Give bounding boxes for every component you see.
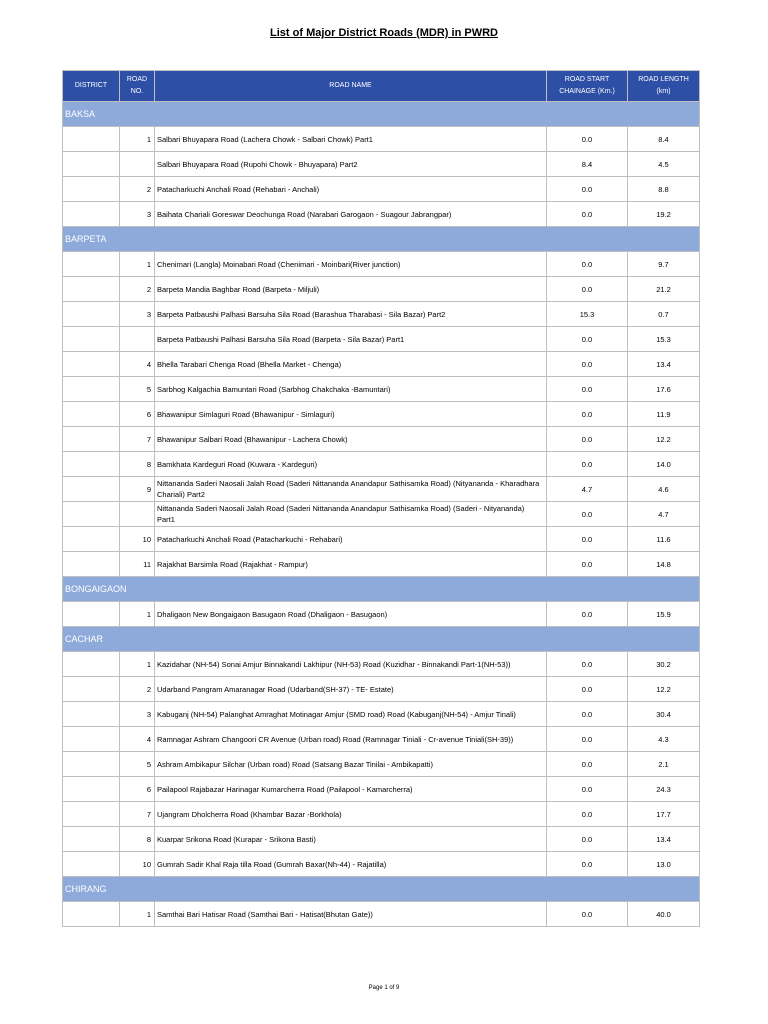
road-no-cell: 10 <box>120 852 155 877</box>
road-no-cell: 1 <box>120 602 155 627</box>
header-road-no: ROAD NO. <box>120 71 155 102</box>
district-cell <box>63 377 120 402</box>
road-no-cell <box>120 327 155 352</box>
district-name: BAKSA <box>63 102 700 127</box>
district-cell <box>63 677 120 702</box>
road-length-cell: 4.6 <box>628 477 700 502</box>
district-cell <box>63 252 120 277</box>
table-row <box>63 652 700 677</box>
district-cell <box>63 502 120 527</box>
road-start-cell: 0.0 <box>547 602 628 627</box>
road-length-cell: 13.4 <box>628 827 700 852</box>
road-no-cell <box>120 502 155 527</box>
table-row <box>63 902 700 927</box>
road-no-cell: 3 <box>120 202 155 227</box>
road-length-cell: 15.3 <box>628 327 700 352</box>
page-footer: Page 1 of 9 <box>368 985 400 991</box>
table-row <box>63 827 700 852</box>
district-row <box>63 102 700 127</box>
road-name-cell: Bhawanipur Simlaguri Road (Bhawanipur - Simlaguri) <box>155 402 547 427</box>
road-start-cell: 0.0 <box>547 677 628 702</box>
table-row <box>63 677 700 702</box>
road-no-cell: 1 <box>120 652 155 677</box>
road-name-cell: Kabuganj (NH-54) Palanghat Amraghat Motinagar Amjur (SMD road) Road (Kabuganj(NH-54) - Amjur Tinali) <box>155 702 547 727</box>
table-row <box>63 127 700 152</box>
header-road-name: ROAD NAME <box>155 71 547 102</box>
road-start-cell: 0.0 <box>547 502 628 527</box>
road-length-cell: 17.7 <box>628 802 700 827</box>
table-row <box>63 602 700 627</box>
table-header <box>63 71 700 102</box>
table-row <box>63 502 700 527</box>
district-cell <box>63 452 120 477</box>
table-row <box>63 152 700 177</box>
road-no-cell: 4 <box>120 727 155 752</box>
road-no-cell: 1 <box>120 127 155 152</box>
district-cell <box>63 302 120 327</box>
district-name: CHIRANG <box>63 877 700 902</box>
table-row <box>63 527 700 552</box>
road-start-cell: 0.0 <box>547 327 628 352</box>
road-no-cell: 6 <box>120 777 155 802</box>
road-length-cell: 40.0 <box>628 902 700 927</box>
road-start-cell: 0.0 <box>547 802 628 827</box>
district-cell <box>63 602 120 627</box>
road-length-cell: 13.4 <box>628 352 700 377</box>
road-name-cell: Ramnagar Ashram Changoori CR Avenue (Urban road) Road (Ramnagar Tiniali - Cr-avenue Tiniali(SH-39)) <box>155 727 547 752</box>
road-start-cell: 0.0 <box>547 652 628 677</box>
table-body <box>63 102 700 927</box>
road-no-cell: 8 <box>120 452 155 477</box>
table-row <box>63 327 700 352</box>
road-length-cell: 15.9 <box>628 602 700 627</box>
road-length-cell: 24.3 <box>628 777 700 802</box>
road-length-cell: 14.0 <box>628 452 700 477</box>
road-name-cell: Sarbhog Kalgachia Bamuntari Road (Sarbhog Chakchaka -Bamuntari) <box>155 377 547 402</box>
road-start-cell: 0.0 <box>547 452 628 477</box>
district-cell <box>63 277 120 302</box>
table-row <box>63 202 700 227</box>
road-name-cell: Udarband Pangram Amaranagar Road (Udarband(SH-37) - TE- Estate) <box>155 677 547 702</box>
road-name-cell: Ujangram Dholcherra Road (Khambar Bazar -Borkhola) <box>155 802 547 827</box>
road-no-cell: 11 <box>120 552 155 577</box>
road-no-cell: 2 <box>120 677 155 702</box>
table-row <box>63 352 700 377</box>
road-no-cell: 1 <box>120 252 155 277</box>
district-cell <box>63 352 120 377</box>
road-length-cell: 17.6 <box>628 377 700 402</box>
district-cell <box>63 752 120 777</box>
road-no-cell: 8 <box>120 827 155 852</box>
road-name-cell: Gumrah Sadir Khal Raja tilla Road (Gumrah Baxar(Nh-44) - Rajatilla) <box>155 852 547 877</box>
road-no-cell: 3 <box>120 302 155 327</box>
road-length-cell: 4.5 <box>628 152 700 177</box>
road-name-cell: Baihata Chariali Goreswar Deochunga Road (Narabari Garogaon - Suagour Jabrangpar) <box>155 202 547 227</box>
road-length-cell: 19.2 <box>628 202 700 227</box>
road-name-cell: Salbari Bhuyapara Road (Lachera Chowk - Salbari Chowk) Part1 <box>155 127 547 152</box>
road-length-cell: 11.6 <box>628 527 700 552</box>
road-name-cell: Barpeta Mandia Baghbar Road (Barpeta - Miljuli) <box>155 277 547 302</box>
document-title: List of Major District Roads (MDR) in PWRD <box>270 27 498 39</box>
road-no-cell: 7 <box>120 427 155 452</box>
table-row <box>63 802 700 827</box>
road-no-cell: 1 <box>120 902 155 927</box>
table-row <box>63 427 700 452</box>
road-name-cell: Patacharkuchi Anchali Road (Rehabari - Anchali) <box>155 177 547 202</box>
table-row <box>63 402 700 427</box>
road-start-cell: 0.0 <box>547 727 628 752</box>
district-cell <box>63 702 120 727</box>
road-name-cell: Patacharkuchi Anchali Road (Patacharkuchi - Rehabari) <box>155 527 547 552</box>
table-row <box>63 752 700 777</box>
road-name-cell: Nittananda Saderi Naosali Jalah Road (Saderi Nittananda Anandapur Sathisamka Road) (Nityananda - Kharadhara Chariali) Part2 <box>155 477 547 502</box>
road-no-cell: 9 <box>120 477 155 502</box>
road-length-cell: 30.2 <box>628 652 700 677</box>
road-length-cell: 2.1 <box>628 752 700 777</box>
district-cell <box>63 152 120 177</box>
road-no-cell: 6 <box>120 402 155 427</box>
district-row <box>63 577 700 602</box>
district-row <box>63 227 700 252</box>
table-row <box>63 252 700 277</box>
road-start-cell: 0.0 <box>547 852 628 877</box>
road-no-cell <box>120 152 155 177</box>
road-start-cell: 0.0 <box>547 377 628 402</box>
table-row <box>63 852 700 877</box>
table-row <box>63 277 700 302</box>
district-cell <box>63 477 120 502</box>
district-cell <box>63 427 120 452</box>
road-length-cell: 4.3 <box>628 727 700 752</box>
road-start-cell: 15.3 <box>547 302 628 327</box>
road-start-cell: 0.0 <box>547 752 628 777</box>
district-name: CACHAR <box>63 627 700 652</box>
district-cell <box>63 127 120 152</box>
road-no-cell: 2 <box>120 177 155 202</box>
district-cell <box>63 527 120 552</box>
road-length-cell: 9.7 <box>628 252 700 277</box>
district-row <box>63 877 700 902</box>
table-row <box>63 477 700 502</box>
table-row <box>63 377 700 402</box>
district-cell <box>63 552 120 577</box>
district-name: BONGAIGAON <box>63 577 700 602</box>
road-start-cell: 0.0 <box>547 177 628 202</box>
road-start-cell: 4.7 <box>547 477 628 502</box>
road-length-cell: 12.2 <box>628 427 700 452</box>
road-name-cell: Bhella Tarabari Chenga Road (Bhella Market - Chenga) <box>155 352 547 377</box>
road-start-cell: 8.4 <box>547 152 628 177</box>
district-cell <box>63 402 120 427</box>
district-cell <box>63 827 120 852</box>
road-name-cell: Ashram Ambikapur Silchar (Urban road) Road (Satsang Bazar Tinilai - Ambikapatti) <box>155 752 547 777</box>
road-name-cell: Salbari Bhuyapara Road (Rupohi Chowk - Bhuyapara) Part2 <box>155 152 547 177</box>
table-row <box>63 727 700 752</box>
header-road-start: ROAD START CHAINAGE (Km.) <box>547 71 628 102</box>
table-row <box>63 702 700 727</box>
road-start-cell: 0.0 <box>547 252 628 277</box>
road-start-cell: 0.0 <box>547 427 628 452</box>
table-row <box>63 452 700 477</box>
district-cell <box>63 177 120 202</box>
road-name-cell: Chenimari (Langla) Moinabari Road (Chenimari - Moinbari(River junction) <box>155 252 547 277</box>
road-name-cell: Barpeta Patbaushi Palhasi Barsuha Sila Road (Barpeta - Sila Bazar) Part1 <box>155 327 547 352</box>
header-road-length: ROAD LENGTH (km) <box>628 71 700 102</box>
road-no-cell: 4 <box>120 352 155 377</box>
road-length-cell: 8.8 <box>628 177 700 202</box>
road-start-cell: 0.0 <box>547 127 628 152</box>
road-start-cell: 0.0 <box>547 527 628 552</box>
road-name-cell: Rajakhat Barsimla Road (Rajakhat - Rampur) <box>155 552 547 577</box>
road-length-cell: 12.2 <box>628 677 700 702</box>
table-row <box>63 777 700 802</box>
district-cell <box>63 802 120 827</box>
road-name-cell: Kuarpar Srikona Road (Kurapar - Srikona Basti) <box>155 827 547 852</box>
table-row <box>63 552 700 577</box>
district-row <box>63 627 700 652</box>
road-no-cell: 7 <box>120 802 155 827</box>
road-start-cell: 0.0 <box>547 702 628 727</box>
district-cell <box>63 727 120 752</box>
mdr-table <box>62 70 700 927</box>
district-cell <box>63 327 120 352</box>
road-start-cell: 0.0 <box>547 202 628 227</box>
header-district: DISTRICT <box>63 71 120 102</box>
district-cell <box>63 652 120 677</box>
table-row <box>63 302 700 327</box>
road-start-cell: 0.0 <box>547 402 628 427</box>
road-name-cell: Barpeta Patbaushi Palhasi Barsuha Sila Road (Barashua Tharabasi - Sila Bazar) Part2 <box>155 302 547 327</box>
road-start-cell: 0.0 <box>547 277 628 302</box>
road-start-cell: 0.0 <box>547 902 628 927</box>
road-name-cell: Kazidahar (NH-54) Sonai Amjur Binnakandi Lakhipur (NH-53) Road (Kuzidhar - Binnakandi Part-1(NH-53)) <box>155 652 547 677</box>
district-cell <box>63 777 120 802</box>
district-cell <box>63 852 120 877</box>
road-length-cell: 14.8 <box>628 552 700 577</box>
road-no-cell: 5 <box>120 377 155 402</box>
road-length-cell: 0.7 <box>628 302 700 327</box>
road-start-cell: 0.0 <box>547 777 628 802</box>
road-no-cell: 2 <box>120 277 155 302</box>
road-start-cell: 0.0 <box>547 352 628 377</box>
district-name: BARPETA <box>63 227 700 252</box>
road-name-cell: Samthai Bari Hatisar Road (Samthai Bari - Hatisat(Bhutan Gate)) <box>155 902 547 927</box>
district-cell <box>63 902 120 927</box>
road-name-cell: Nittananda Saderi Naosali Jalah Road (Saderi Nittananda Anandapur Sathisamka Road) (Saderi - Nityananda) Part1 <box>155 502 547 527</box>
road-length-cell: 21.2 <box>628 277 700 302</box>
district-cell <box>63 202 120 227</box>
road-length-cell: 13.0 <box>628 852 700 877</box>
road-length-cell: 30.4 <box>628 702 700 727</box>
road-start-cell: 0.0 <box>547 827 628 852</box>
road-start-cell: 0.0 <box>547 552 628 577</box>
road-no-cell: 10 <box>120 527 155 552</box>
road-no-cell: 5 <box>120 752 155 777</box>
table-row <box>63 177 700 202</box>
road-length-cell: 11.9 <box>628 402 700 427</box>
road-name-cell: Bhawanipur Salbari Road (Bhawanipur - Lachera Chowk) <box>155 427 547 452</box>
road-no-cell: 3 <box>120 702 155 727</box>
road-name-cell: Bamkhata Kardeguri Road (Kuwara - Kardeguri) <box>155 452 547 477</box>
road-name-cell: Pailapool Rajabazar Harinagar Kumarcherra Road (Pailapool - Kamarcherra) <box>155 777 547 802</box>
road-name-cell: Dhaligaon New Bongaigaon Basugaon Road (Dhaligaon - Basugaon) <box>155 602 547 627</box>
road-length-cell: 4.7 <box>628 502 700 527</box>
road-length-cell: 8.4 <box>628 127 700 152</box>
